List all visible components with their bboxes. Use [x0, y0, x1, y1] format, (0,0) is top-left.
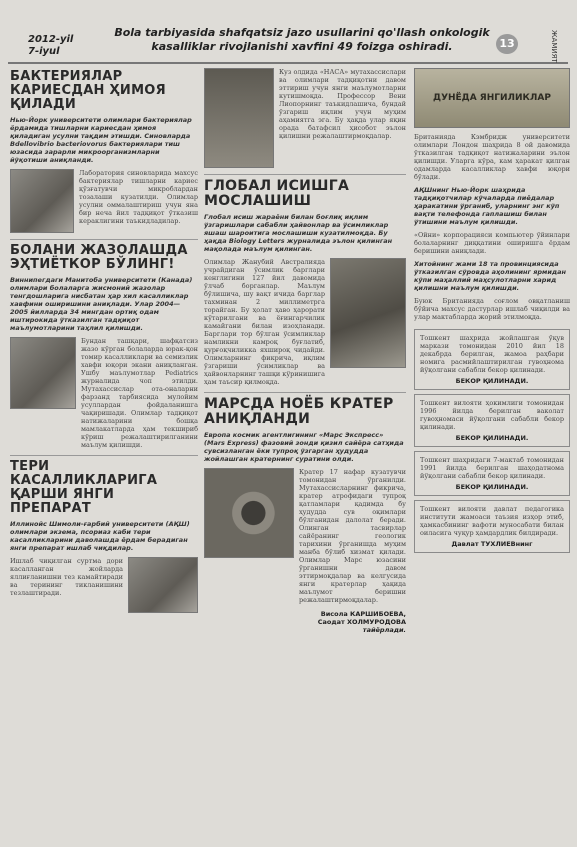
divider [204, 392, 406, 393]
notice-2 [414, 394, 570, 447]
planet-photo [204, 68, 274, 168]
news-logo-banner [414, 68, 570, 128]
article-punish-text: Бундан ташқари, шафқатсиз жазо кўрган болаларда юрак-қон томир касалликлари ва семизлик хавфи юқори экани аниқланган. Ушбу маълумотлар Pediatrics журналида чоп этилди. Мутахассислар ота-оналарни фарзанд тарбиясида мулойим усуллардан фойдаланишга чақиришади. Олимлар тадқиқот натижаларини бошқа мамлакатларда ҳам текшириб кўриш режалаштирилганини маълум қилишди. [81, 337, 198, 449]
article-skin-headline: ТЕРИ КАСАЛЛИКЛАРИГА ҚАРШИ ЯНГИ ПРЕПАРАТ [10, 459, 158, 516]
brief-3: «Ойни» корпорацияси компьютер ўйинлари болаларнинг диққатини оширишга ёрдам беришини аниқлади. [414, 231, 570, 255]
article-punish-body [10, 337, 198, 449]
column-left [10, 70, 198, 613]
divider [204, 174, 406, 175]
notice-3 [414, 451, 570, 496]
article-bacteria-body [10, 169, 198, 233]
page-number: 13 [496, 34, 518, 54]
article-skin-body [10, 557, 198, 613]
article-climate-headline: ГЛОБАЛ ИСИШГА МОСЛАШИШ [204, 178, 350, 209]
article-punish-headline: БОЛАНИ ЖАЗОЛАШДА ЭҲТИЁТКОР БЎЛИНГ! [10, 243, 188, 272]
notice-2-sig: БЕКОР ҚИЛИНАДИ. [455, 434, 529, 442]
article-bacteria-text: Лаборатория синовларида махсус бактериялар тишларни кариес қўзғатувчи микроблардан тозалаши кузатилди. Олимлар усулни оммалаштириш учун яна бир неча йил тадқиқот ўтказиш кераклигини таъкидладилар. [79, 169, 198, 225]
article-punish-lead: Виннипегдаги Манитоба университети (Канада) олимлари болаларга жисмоний жазолар тенгдошларига нисбатан ҳар хил касалликлар хавфини оширишини аниқлади. Улар 2004—2005 йилларда 34 мингдан ортиқ одам иштирокида ўтказилган тадқиқот маълумотларини таҳлил қилишди. [10, 276, 193, 332]
skin-photo [128, 557, 198, 613]
article-mars-body [204, 468, 406, 604]
notice-1 [414, 329, 570, 390]
top-continuation-text: Куз олдида «НАСА» мутахассислари ва олимлари тадқиқотни давом эттириш учун янги маълумотларни кутишмоқда. Профессор Вени Лиопорнинг таъкидлашича, бундай ўзгариш иқлим учун муҳим аҳамиятга эга. Бу ҳақда улар яқин орада батафсил ҳисобот эълон қилишни режалаштирмоқдалар. [279, 68, 406, 140]
bacteria-photo [10, 169, 74, 233]
signature-note: тайёрлади. [362, 626, 406, 634]
issue-date [28, 34, 73, 58]
column-right [414, 68, 570, 553]
crater-photo [204, 468, 294, 558]
article-mars-headline: МАРСДА НОЁБ КРАТЕР АНИҚЛАНДИ [204, 396, 394, 427]
header-quote-line2: kasalliklar rivojlanishi xavfini 49 foizga oshiradi. [151, 40, 453, 53]
signature-author1: Висола КАРШИБОЕВА, [320, 610, 406, 618]
article-skin-lead: Иллинойс Шимоли-ғарбий университети (АҚШ) олимлари экзема, псориаз каби тери касалликларини даволашда ёрдам берадиган янги препарат ишлаб чиқдилар. [10, 520, 190, 552]
issue-year: 2012-yil [28, 34, 74, 45]
brief-5: Буюк Британияда соғлом овқатланиш бўйича махсус дастурлар ишлаб чиқилди ва улар мактабларда жорий этилмоқда. [414, 297, 570, 321]
divider [10, 239, 198, 240]
notice-3-text: Тошкент шаҳридаги 7-мактаб томонидан 1991 йилда берилган шаҳодатнома йўқолгани сабабли бекор қилинади. [420, 456, 564, 480]
article-bacteria-headline: БАКТЕРИЯЛАР КАРИЕСДАН ҲИМОЯ ҚИЛАДИ [10, 69, 166, 112]
header-quote [112, 26, 492, 54]
article-climate-text: Олимлар Жанубий Австралияда учрайдиган ўсимлик барглари кенглигини 127 йил давомида ўлчаб борганлар. Маълум бўлишича, шу вақт ичида барглар тахминан 2 миллиметрга торайган. Бу ҳолат ҳаво ҳарорати кўтарилгани ва ёғингарчилик камайгани билан изоҳланади. Барглари тор бўлган ўсимликлар намликни камроқ буғлатиб, қурғоқчиликка яхшироқ чидайди. Олимларнинг фикрича, иқлим ўзгариши ўсимликлар ва ҳайвонларнинг ташқи кўринишига ҳам таъсир қилмоқда. [204, 258, 325, 386]
article-climate-body [204, 258, 406, 386]
notice-1-text: Тошкент шаҳрида жойлашган ўқув маркази томонидан 2010 йил 18 декабрда берилган, жамоа раҳбари номига расмийлаштирилган гувоҳнома йўқолгани сабабли бекор қилинади. [420, 334, 564, 374]
notice-2-text: Тошкент вилояти ҳокимлиги томонидан 1996 йилда берилган ваколат гувоҳномаси йўқолгани сабабли бекор қилинади. [420, 399, 564, 431]
column-middle [204, 68, 406, 634]
header-quote-line1: Bola tarbiyasida shafqatsiz jazo usullarini qo'llash onkologik [114, 26, 490, 39]
notice-4-text: Тошкент вилояти давлат педагогика институти жамоаси таъзия изҳор этиб, ҳамкасбининг вафоти муносабати билан оиласига чуқур ҳамдардлик билдиради. [420, 505, 564, 537]
brief-2: АҚШнинг Нью-Йорк шаҳрида тадқиқотчилар кўчаларда пиёдалар ҳаракатини ўрганиб, уларнинг энг кўп вақти телефонда гаплашиш билан ўтишини маълум қилишди. [414, 186, 560, 226]
notice-3-sig: БЕКОР ҚИЛИНАДИ. [455, 483, 529, 491]
article-mars-text: Кратер 17 нафар кузатувчи томонидан ўрганилди. Мутахассисларнинг фикрича, кратер атрофидаги тупроқ қатламлари қадимда бу ҳудудда сув оқимлари бўлганидан далолат беради. Олинган тасвирлар сайёранинг геологик тарихини ўрганишда муҳим манба бўлиб хизмат қилади. Олимлар Марс юзасини ўрганишни давом эттирмоқдалар ва келгусида янги кратерлар ҳақида маълумот беришни режалаштирмоқдалар. [299, 468, 406, 604]
child-photo [10, 337, 76, 409]
page-header [8, 24, 568, 64]
divider [10, 455, 198, 456]
top-continuation [204, 68, 406, 168]
article-signature [204, 610, 406, 634]
leaves-photo [330, 258, 406, 368]
notice-4 [414, 500, 570, 553]
notice-4-sig: Давлат ТУХЛИЕВнинг [451, 540, 533, 548]
article-climate-lead: Глобал исиш жараёни билан боғлиқ иқлим ўзгаришлари сабабли ҳайвонлар ва ўсимликлар яшаш шароитига мослашиши кузатилмоқда. Бу ҳақда Biology Letters журналида эълон қилинган мақолада маълум қилинган. [204, 213, 393, 253]
brief-4: Хитойнинг жами 18 та провинциясида ўтказилган сўровда аҳолининг ярмидан кўпи маҳаллий маҳсулотларни харид қилишни маълум қилишди. [414, 260, 567, 292]
article-bacteria-lead: Нью-Йорк университети олимлари бактериялар ёрдамида тишларни кариесдан ҳимоя қиладиган усулни тақдим этишди. Синовларда Bdellovibrio bacteriovorus бактериялари тиш юзасида зарарли микроорганизмларни йўқотиши аниқланди. [10, 116, 192, 164]
brief-1: Британияда Кэмбридж университети олимлари Лондон шаҳрида 8 ой давомида ўтказилган тадқиқот натижаларини эълон қилишди. Уларга кўра, кам ҳаракат қилган одамларда касалликлар хавфи юқори бўлади. [414, 133, 570, 181]
issue-day: 7-iyul [28, 46, 60, 57]
notice-1-sig: БЕКОР ҚИЛИНАДИ. [455, 377, 529, 385]
signature-author2: Саодат ХОЛМУРОДОВА [317, 618, 406, 626]
news-logo-text: ДУНЁДА ЯНГИЛИКЛАР [433, 92, 551, 103]
article-skin-text: Ишлаб чиқилган суртма дори касалланган жойларда яллиғланишни тез камайтиради ва терининг тикланишини тезлаштиради. [10, 557, 123, 597]
section-label: ЖАМИЯТ [550, 30, 558, 63]
article-mars-lead: Европа космик агентлигининг «Марс Экспресс» (Mars Express) фазовий зонди қизил сайёра сатҳида сувсизланган ёки тупроқ ўзгарган ҳудудда жойлашган кратернинг суратини олди. [204, 431, 404, 463]
